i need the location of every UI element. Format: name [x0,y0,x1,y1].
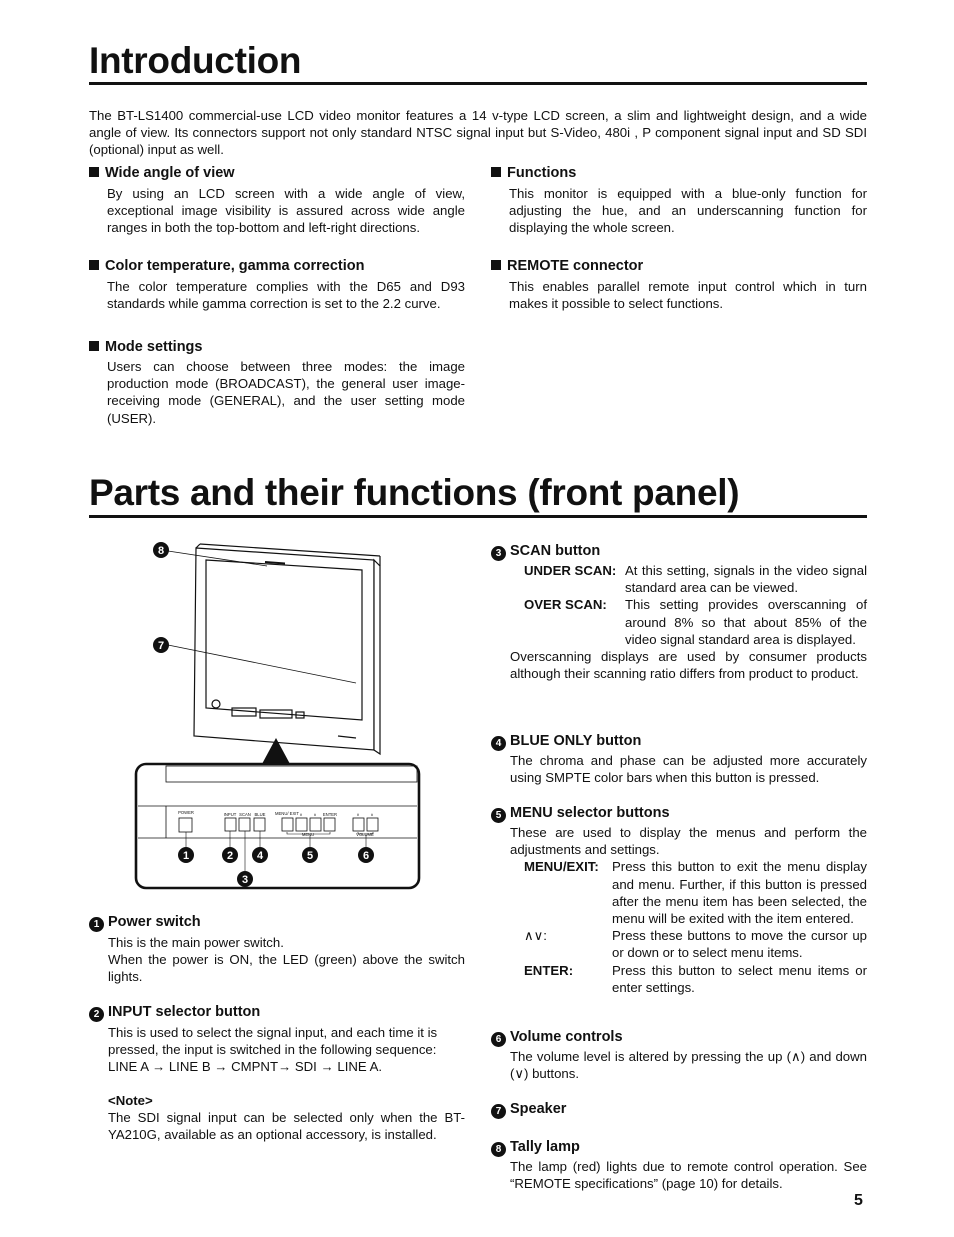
label-menu-exit: MENU/ EXIT [275,811,299,816]
callout-3 [237,871,253,887]
menu-def-updown [524,927,867,961]
item-power-switch [89,914,465,986]
number-badge: 1 [89,917,104,932]
parts-title: Parts and their functions (front panel) [89,472,740,513]
section-heading: Wide angle of view [105,165,235,181]
item-heading: MENU selector buttons [510,805,670,821]
callout-2 [222,847,238,863]
callout-7 [153,637,169,653]
square-bullet-icon [89,167,99,177]
menu-def-exit [524,858,867,927]
section-heading: REMOTE connector [507,258,644,274]
callout-label: 3 [241,874,249,886]
scan-def-over [524,596,867,648]
square-bullet-icon [491,167,501,177]
item-heading: BLUE ONLY button [510,733,642,749]
item-speaker [491,1101,867,1119]
callout-1 [178,847,194,863]
section-body: This monitor is equipped with a blue-only function for adjusting the hue, and an underscanning function for displaying the whole screen. [509,186,867,236]
zoomed-control-panel [136,764,419,888]
item-heading: Power switch [108,914,201,930]
item-heading: Speaker [510,1101,567,1117]
item-heading: Volume controls [510,1029,623,1045]
section-body: This enables parallel remote input control which in turn makes it possible to select functions. [509,279,867,312]
number-badge: 3 [491,546,506,561]
callout-8 [153,542,169,558]
def-text: Press this button to select menu items or enter settings. [612,962,867,995]
label-vol-up: ∧ [370,812,374,817]
number-badge: 5 [491,808,506,823]
item-body: The lamp (red) lights due to remote control operation. See “REMOTE specifications” (page 10) for details. [510,1159,867,1192]
item-line: When the power is ON, the LED (green) above the switch lights. [108,952,465,985]
item-tally-lamp [491,1139,867,1192]
label-input: INPUT [223,812,237,817]
item-body: The volume level is altered by pressing the up (∧) and down (∨) buttons. [510,1049,867,1082]
section-body: By using an LCD screen with a wide angle of view, exceptional image visibility is assured across wide angle ranges in both the top-bottom and left-right directions. [107,186,465,236]
callout-5 [302,847,318,863]
section-body: The color temperature complies with the D65 and D93 standards while gamma correction is set to the 2.2 curve. [107,279,465,312]
item-body: This is used to select the signal input, and each time it is pressed, the input is switched in the following sequence: LINE A → LINE B → CMPNT→ SDI → LINE A. [108,1025,438,1075]
label-down: ∨ [299,812,303,817]
menu-def-enter [524,962,867,996]
def-text: At this setting, signals in the video signal standard area can be viewed. [625,563,867,596]
callout-label: 8 [157,545,165,557]
intro-rule [89,82,867,85]
section-body: Users can choose between three modes: the image production mode (BROADCAST), the general user image-receiving mode (GENERAL), and the user setting mode (USER). [107,359,465,426]
section-heading: Color temperature, gamma correction [105,258,365,274]
item-body: The chroma and phase can be adjusted more accurately using SMPTE color bars when this button is pressed. [510,753,867,786]
label-up: ∧ [313,812,317,817]
callout-label: 1 [182,850,190,862]
def-term: MENU/EXIT: [524,859,599,875]
section-heading: Functions [507,165,577,181]
number-badge: 7 [491,1104,506,1119]
intro-paragraph: The BT-LS1400 commercial-use LCD video monitor features a 14 v-type LCD screen, a slim and lightweight design, and a wide angle of view. Its connectors support not only standard NTSC signal input but S-Video, 480i , P component signal input and SD SDI (optional) input as well. [89,108,867,158]
section-wide-angle [89,165,465,237]
section-heading: Mode settings [105,339,203,355]
item-volume-controls [491,1029,867,1082]
page-number: 5 [854,1192,863,1209]
section-mode-settings [89,339,465,427]
def-text: Press these buttons to move the cursor up or down or to select menu items. [612,928,867,961]
monitor-illustration [194,544,380,754]
callout-label: 5 [306,850,314,862]
label-vol-down: ∨ [356,812,360,817]
item-heading: SCAN button [510,543,601,559]
item-line: This is the main power switch. [108,935,284,950]
def-text: Press this button to exit the menu display and menu. Further, if this button is pressed after the menu item has been selected, the menu will be exited with the item entered. [612,859,867,927]
def-term: ENTER: [524,962,574,978]
number-badge: 4 [491,736,506,751]
item-heading: INPUT selector button [108,1004,261,1020]
label-blue: BLUE [254,812,266,817]
item-input-selector [89,1004,465,1143]
item-body: Overscanning displays are used by consumer products although their scanning ratio differs from product to product. [510,649,867,682]
callout-4 [252,847,268,863]
label-volume-group: VOLUME [356,832,374,837]
square-bullet-icon [491,260,501,270]
callout-label: 2 [226,850,234,862]
item-menu-selector [491,805,867,996]
label-menu-group: MENU [301,832,315,837]
callout-label: 6 [362,850,370,862]
parts-rule [89,515,867,518]
label-power: POWER [178,810,194,815]
number-badge: 6 [491,1032,506,1047]
def-term: OVER SCAN: [524,597,607,613]
scan-def-under [524,562,867,596]
def-term: UNDER SCAN: [524,563,617,578]
number-badge: 8 [491,1142,506,1157]
section-functions [491,165,867,237]
front-panel-diagram [130,538,430,893]
callout-6 [358,847,374,863]
item-heading: Tally lamp [510,1139,580,1155]
section-color-temperature [89,258,465,312]
item-blue-only [491,733,867,786]
square-bullet-icon [89,341,99,351]
note-body: The SDI signal input can be selected only when the BT-YA210G, available as an optional accessory, is installed. [108,1109,465,1143]
def-term: ∧∨: [524,928,547,944]
def-text: This setting provides overscanning of around 8% so that about 85% of the video signal standard area is displayed. [625,597,867,647]
number-badge: 2 [89,1007,104,1022]
label-enter: ENTER [322,812,338,817]
item-scan-button [491,543,867,682]
intro-title: Introduction [89,40,302,81]
note-label: <Note> [108,1092,153,1108]
item-body: These are used to display the menus and perform the adjustments and settings. [510,825,867,858]
square-bullet-icon [89,260,99,270]
callout-label: 4 [256,850,264,862]
label-scan: SCAN [239,812,251,817]
callout-label: 7 [157,640,165,652]
section-remote-connector [491,258,867,312]
